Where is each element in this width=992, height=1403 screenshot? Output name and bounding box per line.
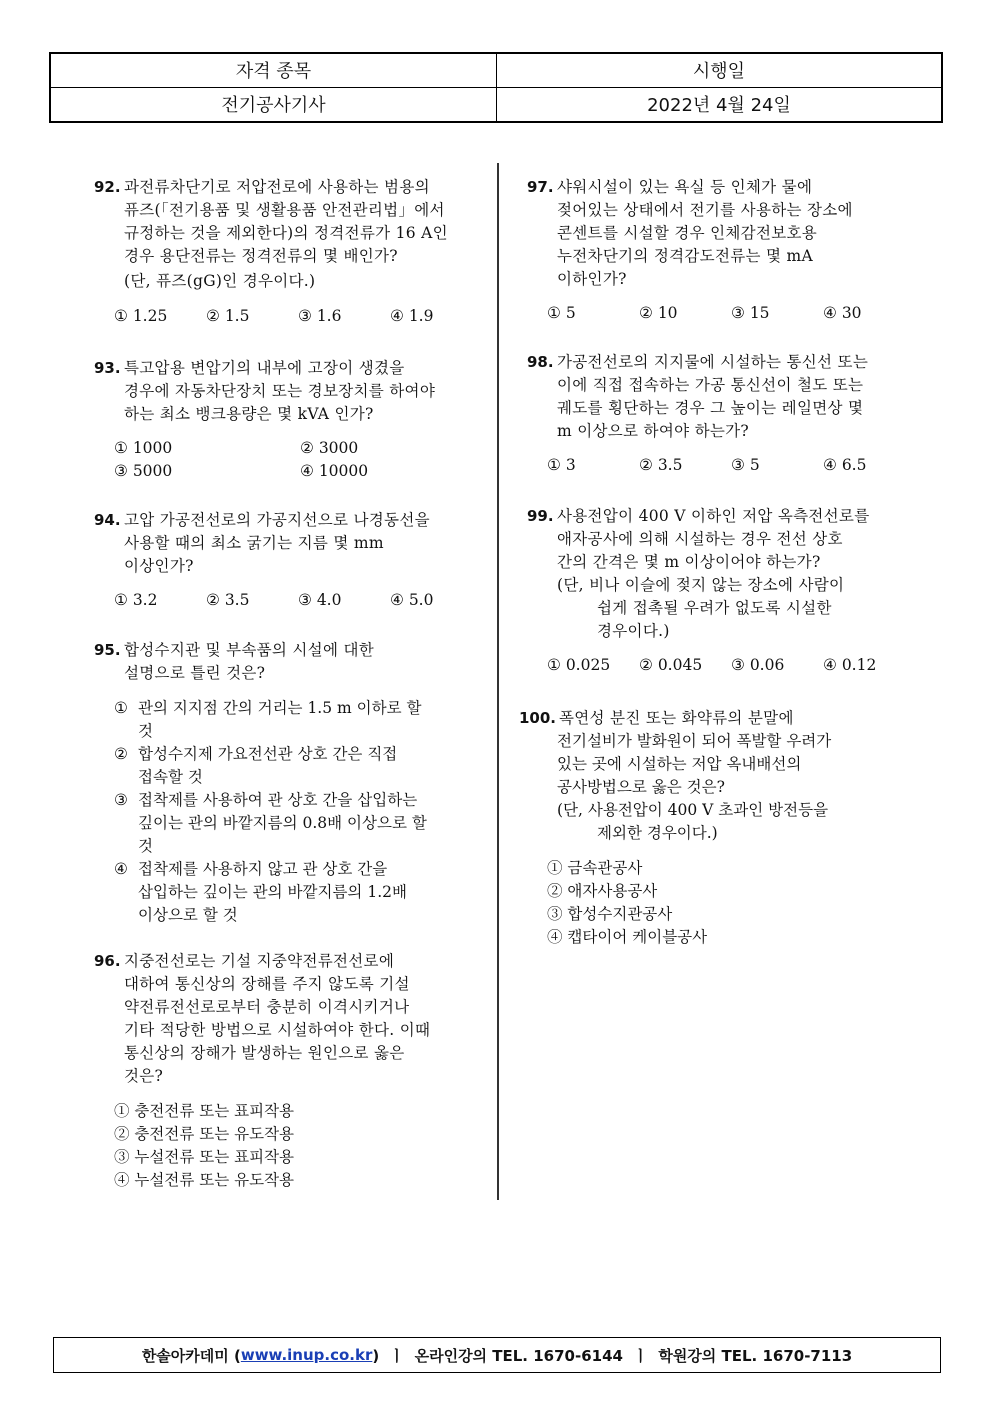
option-1: ① 3 bbox=[547, 456, 576, 474]
question-line: 궤도를 횡단하는 경우 그 높이는 레일면상 몇 bbox=[557, 399, 864, 417]
question-number: 98. bbox=[527, 353, 554, 371]
question-94 bbox=[94, 509, 482, 612]
question-line: 지중전선로는 기설 지중약전류전선로에 bbox=[124, 952, 395, 970]
question-line: 것은? bbox=[124, 1067, 164, 1085]
option-3: ③ 접착제를 사용하여 관 상호 간을 삽입하는 깊이는 관의 바깥지름의 0.8배 이상으로 할 것 bbox=[114, 791, 427, 855]
question-line: 이상인가? bbox=[124, 557, 194, 575]
question-line: 규정하는 것을 제외한다)의 정격전류가 16 A인 bbox=[124, 224, 448, 242]
column-divider bbox=[497, 163, 499, 1200]
question-note: 제외한 경우이다.) bbox=[597, 824, 718, 842]
question-line: 전기설비가 발화원이 되어 폭발할 우려가 bbox=[557, 732, 832, 750]
question-line: 있는 곳에 시설하는 저압 옥내배선의 bbox=[557, 755, 802, 773]
option-3: ③ 5000 bbox=[114, 462, 173, 480]
option-3: ③ 5 bbox=[731, 456, 760, 474]
option-4: ④ 5.0 bbox=[390, 591, 434, 609]
question-line: 애자공사에 의해 시설하는 경우 전선 상호 bbox=[557, 530, 843, 548]
question-note: 경우이다.) bbox=[597, 622, 670, 640]
question-98 bbox=[527, 351, 915, 477]
question-line: 가공전선로의 지지물에 시설하는 통신선 또는 bbox=[557, 353, 869, 371]
option-4: ④ 1.9 bbox=[390, 307, 434, 325]
question-line: 약전류전선로로부터 충분히 이격시키거나 bbox=[124, 998, 410, 1016]
question-note: (단, 비나 이슬에 젖지 않는 장소에 사람이 bbox=[557, 576, 845, 594]
question-line: 고압 가공전선로의 가공지선으로 나경동선을 bbox=[124, 511, 430, 529]
option-4: ④ 누설전류 또는 유도작용 bbox=[114, 1171, 295, 1189]
question-note: (단, 사용전압이 400 V 초과인 방전등을 bbox=[557, 801, 829, 819]
question-line: 특고압용 변압기의 내부에 고장이 생겼을 bbox=[124, 359, 405, 377]
question-number: 100. bbox=[519, 709, 557, 727]
option-1: ① 0.025 bbox=[547, 656, 611, 674]
question-92 bbox=[94, 176, 482, 328]
question-number: 92. bbox=[94, 178, 121, 196]
question-number: 99. bbox=[527, 507, 554, 525]
footer-website-link[interactable]: www.inup.co.kr bbox=[240, 1346, 373, 1364]
question-line: 공사방법으로 옳은 것은? bbox=[557, 778, 725, 796]
question-line: 하는 최소 뱅크용량은 몇 kVA 인가? bbox=[124, 405, 374, 423]
question-100 bbox=[519, 707, 831, 949]
option-4: ④ 10000 bbox=[300, 462, 369, 480]
question-line: 누전차단기의 정격감도전류는 몇 mA bbox=[557, 247, 813, 265]
option-2: ② 10 bbox=[639, 304, 678, 322]
question-number: 95. bbox=[94, 641, 121, 659]
footer-contact: ) ㅣ 온라인강의 TEL. 1670-6144 ㅣ 학원강의 TEL. 1670-7113 bbox=[372, 1346, 853, 1365]
question-line: 경우 용단전류는 정격전류의 몇 배인가? bbox=[124, 247, 398, 265]
option-2: ② 3.5 bbox=[206, 591, 250, 609]
question-line: 샤워시설이 있는 욕실 등 인체가 물에 bbox=[557, 178, 813, 196]
footer-academy: 한솔아카데미 ( bbox=[141, 1346, 241, 1365]
option-2: ② 충전전류 또는 유도작용 bbox=[114, 1125, 295, 1143]
question-line: 콘센트를 시설할 경우 인체감전보호용 bbox=[557, 224, 818, 242]
option-1: ① 3.2 bbox=[114, 591, 158, 609]
question-line: 설명으로 틀린 것은? bbox=[124, 664, 266, 682]
question-line: 사용할 때의 최소 굵기는 지름 몇 mm bbox=[124, 534, 384, 552]
option-4: ④ 캡타이어 케이블공사 bbox=[547, 928, 708, 946]
question-99 bbox=[527, 505, 915, 677]
footer-bar bbox=[53, 1337, 941, 1373]
option-1: ① 금속관공사 bbox=[547, 859, 643, 877]
question-note: 쉽게 접촉될 우려가 없도록 시설한 bbox=[597, 599, 832, 617]
option-1: ① 관의 지지점 간의 거리는 1.5 m 이하로 할 것 bbox=[114, 699, 422, 740]
date-value: 2022년 4월 24일 bbox=[647, 95, 791, 117]
question-line: 이에 직접 접속하는 가공 통신선이 철도 또는 bbox=[557, 376, 864, 394]
date-header: 시행일 bbox=[497, 54, 941, 88]
option-3: ③ 합성수지관공사 bbox=[547, 905, 673, 923]
question-line: 이하인가? bbox=[557, 270, 627, 288]
question-line: 과전류차단기로 저압전로에 사용하는 범용의 bbox=[124, 178, 430, 196]
option-2: ② 1.5 bbox=[206, 307, 250, 325]
question-note: (단, 퓨즈(gG)인 경우이다.) bbox=[124, 272, 316, 290]
question-96 bbox=[94, 950, 430, 1192]
question-95 bbox=[94, 639, 427, 927]
option-2: ② 3.5 bbox=[639, 456, 683, 474]
question-number: 93. bbox=[94, 359, 121, 377]
question-number: 94. bbox=[94, 511, 121, 529]
question-number: 97. bbox=[527, 178, 554, 196]
option-3: ③ 누설전류 또는 표피작용 bbox=[114, 1148, 295, 1166]
question-line: m 이상으로 하여야 하는가? bbox=[557, 422, 750, 440]
option-4: ④ 0.12 bbox=[823, 656, 877, 674]
option-4: ④ 접착제를 사용하지 않고 관 상호 간을 삽입하는 깊이는 관의 바깥지름의 1.2배 이상으로 할 것 bbox=[114, 860, 407, 924]
option-1: ① 5 bbox=[547, 304, 576, 322]
option-4: ④ 30 bbox=[823, 304, 862, 322]
option-3: ③ 15 bbox=[731, 304, 770, 322]
option-3: ③ 1.6 bbox=[298, 307, 342, 325]
option-1: ① 1.25 bbox=[114, 307, 168, 325]
subject-value: 전기공사기사 bbox=[51, 88, 497, 122]
option-2: ② 3000 bbox=[300, 439, 359, 457]
option-2: ② 애자사용공사 bbox=[547, 882, 658, 900]
question-line: 경우에 자동차단장치 또는 경보장치를 하여야 bbox=[124, 382, 436, 400]
option-3: ③ 0.06 bbox=[731, 656, 785, 674]
question-line: 퓨즈(「전기용품 및 생활용품 안전관리법」에서 bbox=[124, 201, 445, 219]
question-97 bbox=[527, 176, 915, 325]
question-number: 96. bbox=[94, 952, 121, 970]
question-line: 사용전압이 400 V 이하인 저압 옥측전선로를 bbox=[557, 507, 870, 525]
subject-header: 자격 종목 bbox=[51, 54, 497, 88]
question-line: 대하여 통신상의 장해를 주지 않도록 기설 bbox=[124, 975, 410, 993]
option-2: ② 0.045 bbox=[639, 656, 703, 674]
option-3: ③ 4.0 bbox=[298, 591, 342, 609]
option-4: ④ 6.5 bbox=[823, 456, 867, 474]
option-1: ① 1000 bbox=[114, 439, 173, 457]
question-line: 통신상의 장해가 발생하는 원인으로 옳은 bbox=[124, 1044, 405, 1062]
question-line: 합성수지관 및 부속품의 시설에 대한 bbox=[124, 641, 375, 659]
exam-info-table bbox=[49, 52, 943, 123]
question-line: 젖어있는 상태에서 전기를 사용하는 장소에 bbox=[557, 201, 853, 219]
option-1: ① 충전전류 또는 표피작용 bbox=[114, 1102, 295, 1120]
question-93 bbox=[94, 357, 486, 483]
question-line: 폭연성 분진 또는 화약류의 분말에 bbox=[559, 709, 794, 727]
question-line: 간의 간격은 몇 m 이상이어야 하는가? bbox=[557, 553, 821, 571]
question-line: 기타 적당한 방법으로 시설하여야 한다. 이때 bbox=[124, 1021, 431, 1039]
option-2: ② 합성수지제 가요전선관 상호 간은 직접 접속할 것 bbox=[114, 745, 398, 786]
